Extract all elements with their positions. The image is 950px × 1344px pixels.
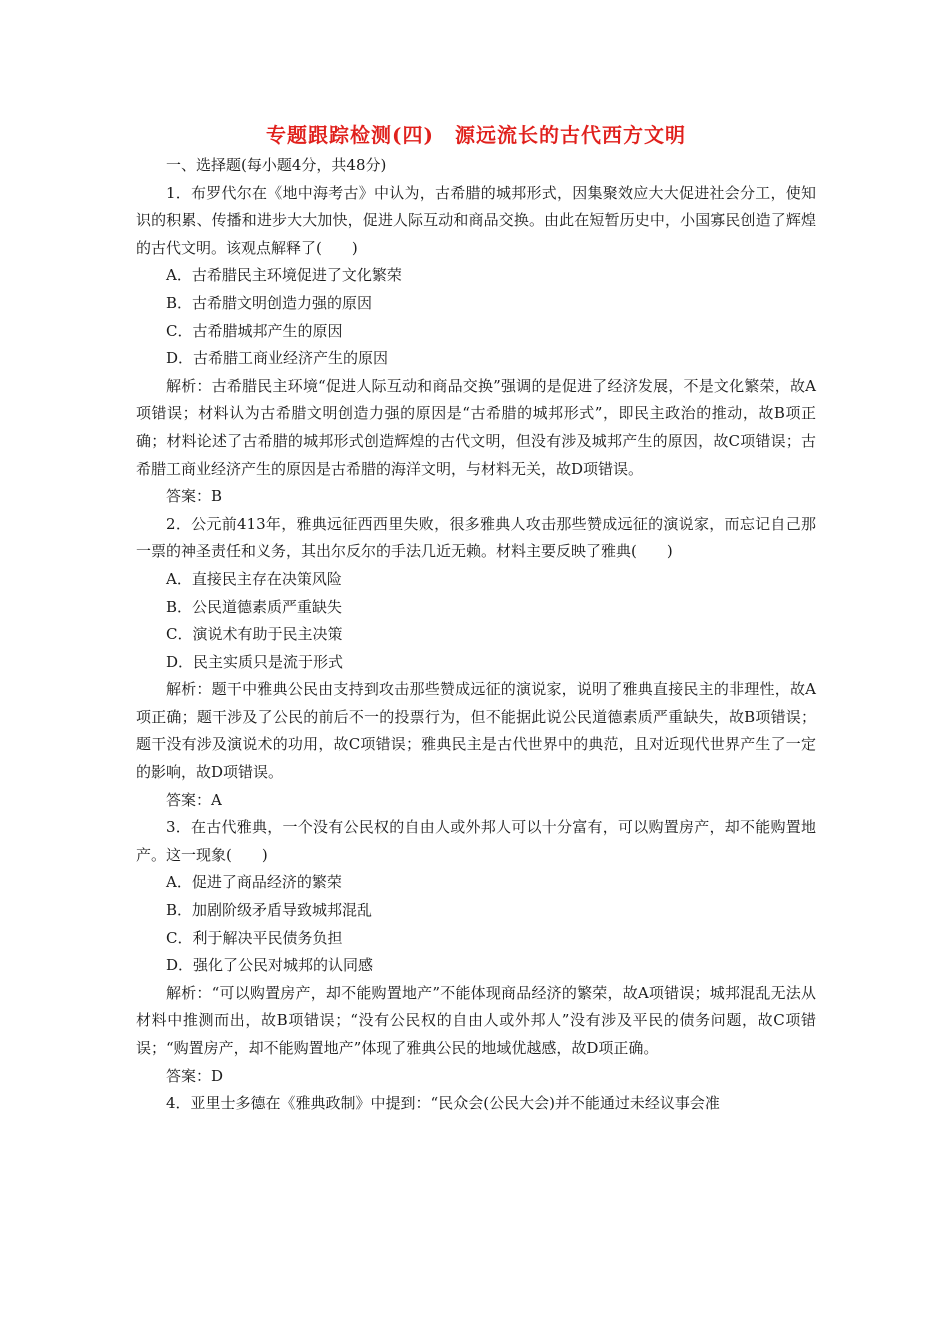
option-a: A．古希腊民主环境促进了文化繁荣	[166, 266, 402, 285]
question-3	[136, 814, 816, 1090]
question-stem: 2．公元前413年，雅典远征西西里失败，很多雅典人攻击那些赞成远征的演说家，而忘记自己那一票的神圣责任和义务，其出尔反尔的手法几近无赖。材料主要反映了雅典( )	[136, 514, 816, 561]
question-stem: 4．亚里士多德在《雅典政制》中提到：“民众会(公民大会)并不能通过未经议事会准	[166, 1094, 720, 1113]
question-stem: 3．在古代雅典，一个没有公民权的自由人或外邦人可以十分富有，可以购置房产，却不能购置地产。这一现象( )	[136, 818, 816, 864]
question-stem: 1．布罗代尔在《地中海考古》中认为，古希腊的城邦形式，因集聚效应大大促进社会分工，使知识的积累、传播和进步大大加快，促进人际互动和商品交换。由此在短暂历史中，小国寡民创造了辉煌的古代文明。该观点解释了( )	[136, 183, 816, 257]
option-a: A．直接民主存在决策风险	[166, 569, 342, 588]
option-c: C．古希腊城邦产生的原因	[166, 321, 343, 340]
question-answer: 答案：A	[166, 790, 222, 809]
option-d: D．古希腊工商业经济产生的原因	[166, 349, 389, 368]
option-b: B．古希腊文明创造力强的原因	[166, 293, 373, 312]
question-analysis: 解析：题干中雅典公民由支持到攻击那些赞成远征的演说家，说明了雅典直接民主的非理性，故A项正确；题干涉及了公民的前后不一的投票行为，但不能据此说公民道德素质严重缺失，故B项错误；题干没有涉及演说术的功用，故C项错误；雅典民主是古代世界中的典范，且对近现代世界产生了一定的影响，故D项错误。	[136, 680, 816, 782]
question-2	[136, 511, 816, 815]
option-c: C．演说术有助于民主决策	[166, 625, 343, 644]
option-b: B．公民道德素质严重缺失	[166, 597, 343, 616]
option-b: B．加剧阶级矛盾导致城邦混乱	[166, 901, 373, 920]
question-analysis: 解析：“可以购置房产，却不能购置地产”不能体现商品经济的繁荣，故A项错误；城邦混乱无法从材料中推测而出，故B项错误；“没有公民权的自由人或外邦人”没有涉及平民的债务问题，故C项错误；“购置房产，却不能购置地产”体现了雅典公民的地域优越感，故D项正确。	[136, 983, 816, 1057]
page-title: 专题跟踪检测(四) 源远流长的古代西方文明	[266, 123, 686, 147]
question-answer: 答案：D	[166, 1066, 224, 1085]
option-a: A．促进了商品经济的繁荣	[166, 873, 342, 892]
option-c: C．利于解决平民债务负担	[166, 928, 343, 947]
option-d: D．强化了公民对城邦的认同感	[166, 956, 374, 975]
section-heading: 一、选择题(每小题4分，共48分)	[166, 156, 387, 174]
document-page	[136, 120, 816, 1118]
option-d: D．民主实质只是流于形式	[166, 652, 344, 671]
question-analysis: 解析：古希腊民主环境“促进人际互动和商品交换”强调的是促进了经济发展，不是文化繁荣，故A项错误；材料认为古希腊文明创造力强的原因是“古希腊的城邦形式”，即民主政治的推动，故B项正确；材料论述了古希腊的城邦形式创造辉煌的古代文明，但没有涉及城邦产生的原因，故C项错误；古希腊工商业经济产生的原因是古希腊的海洋文明，与材料无关，故D项错误。	[136, 376, 816, 478]
question-1	[136, 180, 816, 511]
question-answer: 答案：B	[166, 487, 223, 506]
question-4	[136, 1090, 816, 1118]
